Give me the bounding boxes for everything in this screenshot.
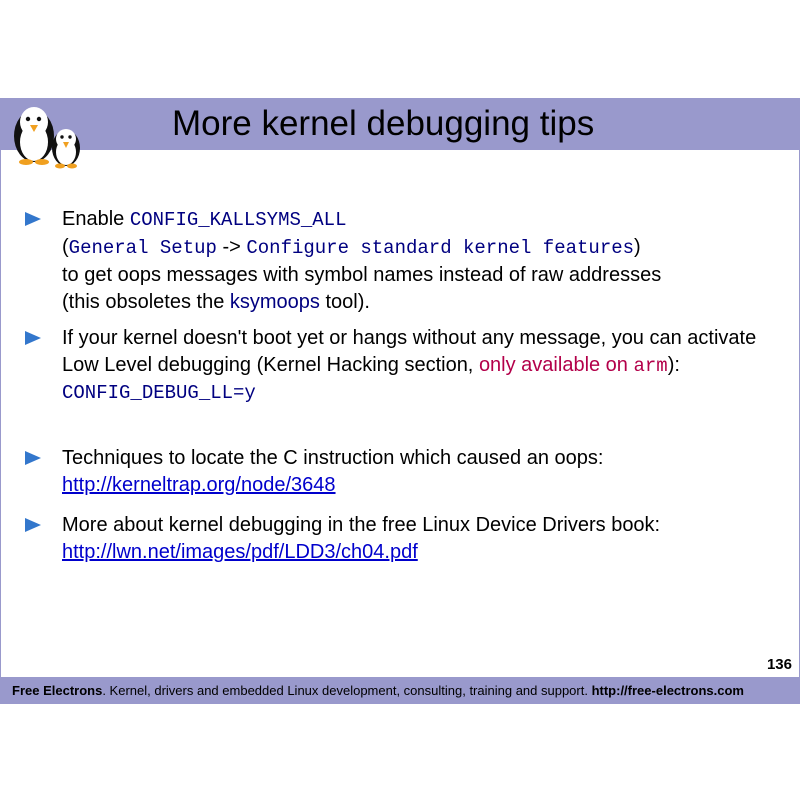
bullet-arrow-icon (25, 331, 41, 345)
footer-brand: Free Electrons (12, 683, 103, 698)
text: Techniques to locate the C instruction which caused an oops: (62, 447, 604, 469)
bullet-text (62, 512, 782, 566)
text: ) (634, 236, 641, 258)
text: -> (216, 236, 247, 258)
page-number: 136 (766, 656, 792, 673)
bullet-arrow-icon (25, 212, 41, 226)
text: Enable (62, 208, 130, 230)
config-option: CONFIG_KALLSYMS_ALL (129, 209, 347, 231)
text: (this obsoletes the (62, 291, 230, 313)
bullet-arrow-icon (25, 518, 41, 532)
slide (0, 98, 800, 704)
config-option: CONFIG_DEBUG_LL=y (62, 382, 256, 404)
arm-note: only available on (478, 354, 634, 376)
ldd3-link[interactable]: http://lwn.net/images/pdf/LDD3/ch04.pdf (62, 541, 418, 563)
text: to get oops messages with symbol names instead of raw addresses (62, 264, 662, 286)
content-frame (0, 150, 800, 678)
bullet-text (62, 206, 782, 316)
text: If your kernel doesn't boot yet or hangs without any message, you can activate Low Level debugging (Kernel Hacking section, (62, 327, 757, 376)
text: tool). (319, 291, 370, 313)
menu-configure-standard: Configure standard kernel features (246, 237, 635, 259)
arm-term: arm (633, 355, 668, 377)
kerneltrap-link[interactable]: http://kerneltrap.org/node/3648 (62, 474, 336, 496)
footer-bar (0, 678, 800, 704)
text: More about kernel debugging in the free Linux Device Drivers book: (62, 514, 661, 536)
footer-description: . Kernel, drivers and embedded Linux development, consulting, training and support. (102, 683, 592, 698)
footer-text (12, 683, 744, 698)
bullet-arrow-icon (25, 451, 41, 465)
footer-url[interactable]: http://free-electrons.com (591, 683, 744, 698)
bullet-text (62, 445, 782, 499)
slide-title: More kernel debugging tips (172, 104, 595, 143)
text: ): (667, 354, 680, 376)
ksymoops-term: ksymoops (229, 291, 320, 313)
menu-general-setup: General Setup (68, 237, 217, 259)
bullet-text (62, 325, 782, 407)
text: ( (62, 236, 69, 258)
title-bar (0, 98, 800, 150)
